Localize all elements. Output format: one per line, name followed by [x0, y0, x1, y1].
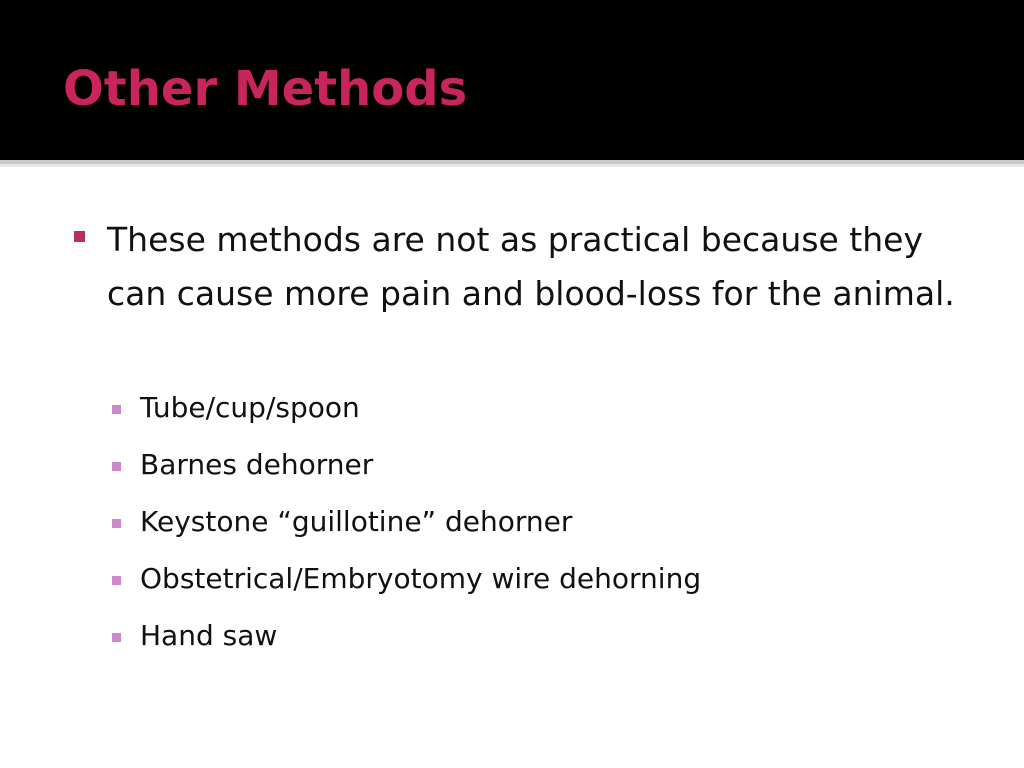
sub-bullet-text: Hand saw — [140, 619, 278, 652]
sub-bullet-item — [108, 445, 968, 485]
sub-bullet-item — [108, 616, 968, 656]
main-bullet-text: These methods are not as practical because they can cause more pain and blood-loss for the animal. — [107, 220, 955, 313]
square-bullet-icon — [112, 405, 121, 414]
square-bullet-icon — [112, 576, 121, 585]
square-bullet-icon — [112, 462, 121, 471]
sub-bullet-text: Tube/cup/spoon — [140, 391, 360, 424]
square-bullet-icon — [112, 633, 121, 642]
sub-bullet-item — [108, 502, 968, 542]
sub-bullet-text: Obstetrical/Embryotomy wire dehorning — [140, 562, 702, 595]
sub-bullet-text: Keystone “guillotine” dehorner — [140, 505, 573, 538]
sub-bullet-item — [108, 559, 968, 599]
slide-title: Other Methods — [63, 61, 468, 117]
sub-bullet-item — [108, 388, 968, 428]
square-bullet-icon — [112, 519, 121, 528]
sub-bullet-text: Barnes dehorner — [140, 448, 374, 481]
